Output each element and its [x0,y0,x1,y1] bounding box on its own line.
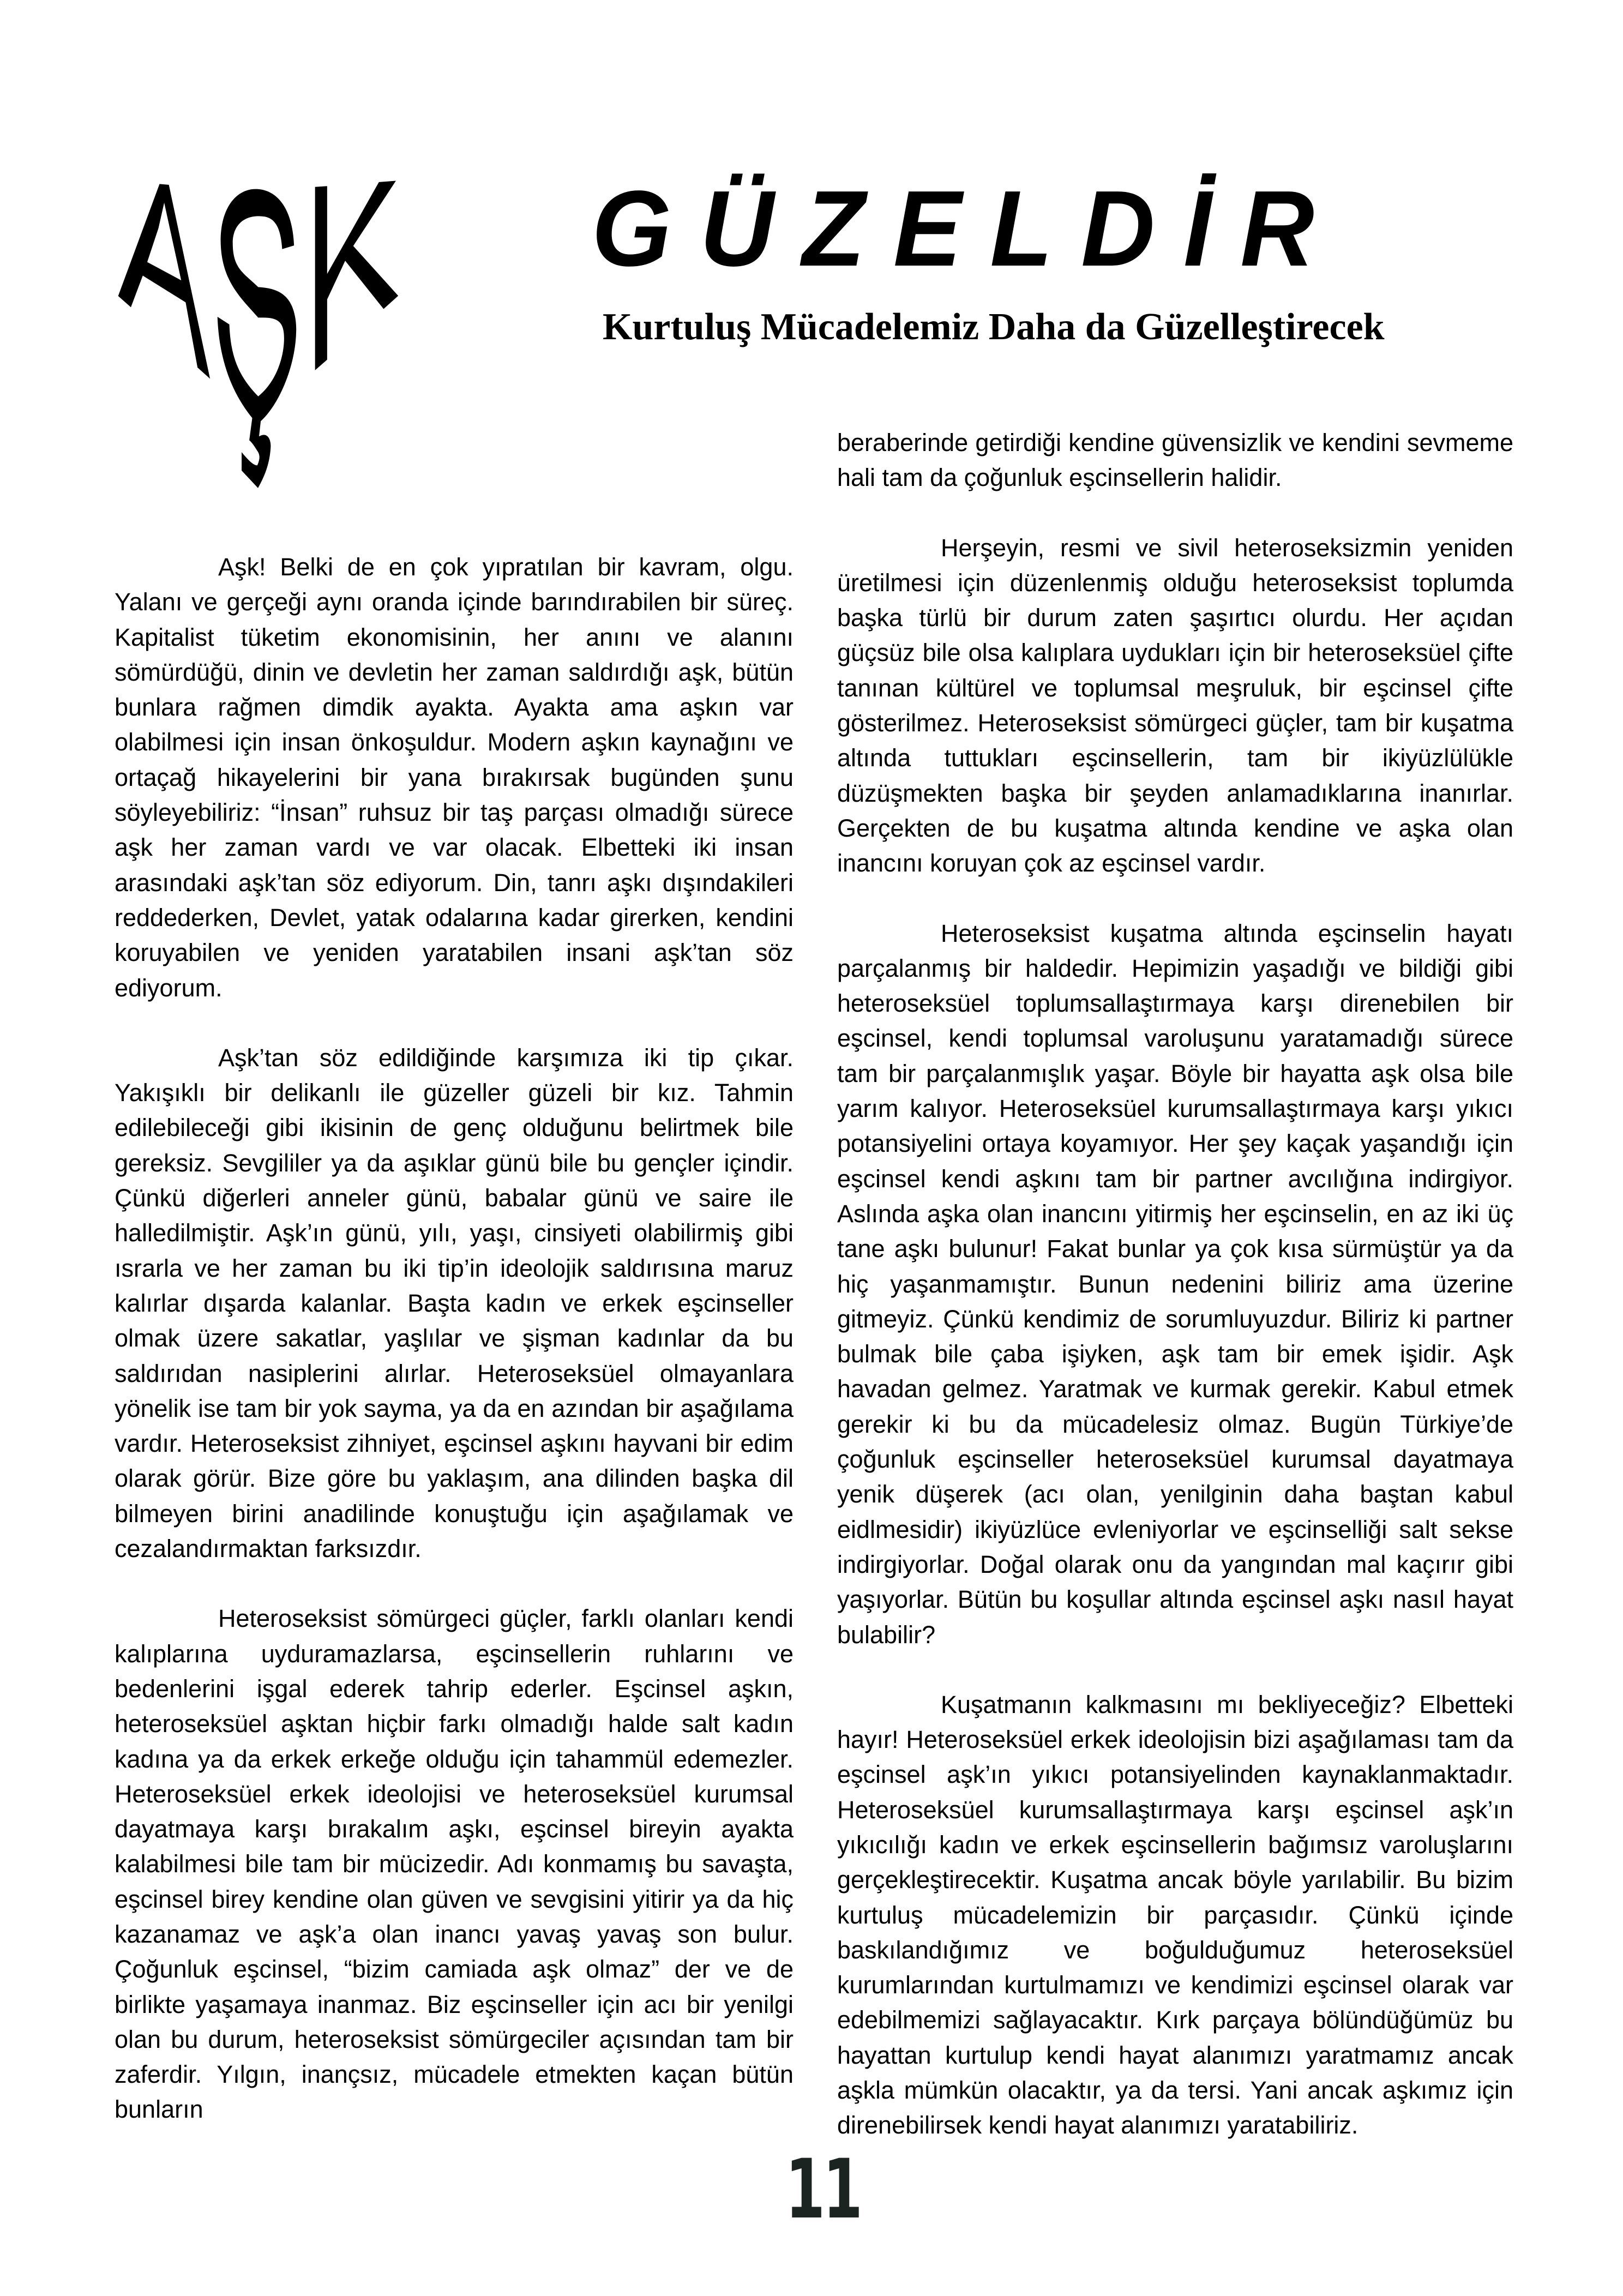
article-column-right [837,425,1513,2178]
paragraph: Herşeyin, resmi ve sivil heteroseksizmin yeniden üretilmesi için düzenlenmiş olduğu heteroseksist toplumda başka türlü bir durum zaten şaşırtıcı olurdu. Her açıdan güçsüz bile olsa kalıplara uydukları için bir heteroseksüel çifte tanınan kültürel ve toplumsal meşruluk, bir eşcinsel çifte gösterilmez. Heteroseksist sömürgeci güçler, tam bir kuşatma altında tuttukları eşcinsellerin, tam bir ikiyüzlülükle düzüşmekten başka bir şeyden anlamadıklarına inanırlar. Gerçekten de bu kuşatma altında kendine ve aşka olan inancını koruyan çok az eşcinsel vardır. [837,533,1513,877]
paragraph: Aşk! Belki de en çok yıpratılan bir kavram, olgu. Yalanı ve gerçeği aynı oranda içinde barındırabilen bir süreç. Kapitalist tüketim ekonomisinin, her anını ve alanını sömürdüğü, dinin ve devletin her zaman saldırdığı aşk, bütün bunlara rağmen dimdik ayakta. Ayakta ama aşkın var olabilmesi için insan önkoşuldur. Modern aşkın kaynağını ve ortaçağ hikayelerini bir yana bırakırsak bugünden şunu söyleyebiliriz: “İnsan” ruhsuz bir taş parçası olmadığı sürece aşk her zaman vardı ve var olacak. Elbetteki iki insan arasındaki aşk’tan söz ediyorum. Din, tanrı aşkı dışındakileri reddederken, Devlet, yatak odalarına kadar girerken, kendini koruyabilen ve yeniden yaratabilen insani aşk’tan söz ediyorum. [115,553,794,1002]
ask-logo [112,150,444,510]
paragraph-continuation: beraberinde getirdiği kendine güvensizlik ve kendini sevmeme hali tam da çoğunluk eşcinsellerin halidir. [837,429,1513,492]
logo-letter-k [315,181,399,370]
page-subtitle: Kurtuluş Mücadelemiz Daha da Güzelleştirecek [603,306,1385,348]
paragraph: Heteroseksist kuşatma altında eşcinselin hayatı parçalanmış bir haldedir. Hepimizin yaşadığı ve bildiği gibi heteroseksüel toplumsallaştırmaya karşı direnebilen bir eşcinsel, kendi toplumsal varoluşunu yaratamadığı sürece tam bir parçalanmışlık yaşar. Böyle bir hayatta aşk olsa bile yarım kalıyor. Heteroseksüel kurumsallaştırmaya karşı yıkıcı potansiyelini ortaya koyamıyor. Her şey kaçak yaşandığı için eşcinsel kendi aşkını tam bir partner avcılığına indirgiyor. Aslında aşka olan inancını yitirmiş her eşcinselin, en az iki üç tane aşkı bulunur! Fakat bunlar ya çok kısa sürmüştür ya da hiç yaşanmamıştır. Bunun nedenini biliriz ama üzerine gitmeyiz. Çünkü kendimiz de sorumluyuzdur. Biliriz ki partner bulmak bile çaba işiyken, aşk tam bir emek işidir. Aşk havadan gelmez. Yaratmak ve kurmak gerekir. Kabul etmek gerekir ki bu da mücadelesiz olmaz. Bugün Türkiye’de çoğunluk eşcinseller heteroseksüel kurumsal dayatmaya yenik düşerek (acı olan, yenilginin daha baştan kabul eidlmesidir) ikiyüzlüce evleniyorlar ve eşcinselliği salt sekse indirgiyorlar. Doğal olarak onu da yangından mal kaçırır gibi yaşıyorlar. Bütün bu koşullar altında eşcinsel aşkı nasıl hayat bulabilir? [837,919,1513,1649]
paragraph: Heteroseksist sömürgeci güçler, farklı olanları kendi kalıplarına uyduramazlarsa, eşcinsellerin ruhlarını ve bedenlerini işgal ederek tahrip ederler. Eşcinsel aşkın, heteroseksüel aşktan hiçbir farkı olmadığı halde salt kadın kadına ya da erkek erkeğe olduğu için tahammül edemezler. Heteroseksüel erkek ideolojisi ve heteroseksüel kurumsal dayatmaya karşı bırakalım aşkı, eşcinsel bireyin ayakta kalabilmesi bile tam bir mücizedir. Adı konmamış bu savaşta, eşcinsel birey kendine olan güven ve sevgisini yitirir ya da hiç kazanamaz ve aşk’a olan inancı yavaş yavaş son bulur. Çoğunluk eşcinsel, “bizim camiada aşk olmaz” der ve de birlikte yaşamaya inanmaz. Biz eşcinseller için acı bir yenilgi olan bu durum, heteroseksist sömürgeciler açısından tam bir zaferdir. Yılgın, inançsız, mücadele etmekten kaçan bütün bunların [115,1604,794,2124]
article-column-left [115,550,794,2162]
paragraph: Kuşatmanın kalkmasını mı bekliyeceğiz? Elbetteki hayır! Heteroseksüel erkek ideolojisin bizi aşağılaması tam da eşcinsel aşk’ın yıkıcı potansiyelinden kaynaklanmaktadır. Heteroseksüel kurumsallaştırmaya karşı eşcinsel aşk’ın yıkıcılığı kadın ve erkek eşcinsellerin bağımsız varoluşlarını gerçekleştirecektir. Kuşatma ancak böyle yarılabilir. Bu bizim kurtuluş mücadelemizin bir parçasıdır. Çünkü içinde baskılandığımız ve boğulduğumuz heteroseksüel kurumlarından kurtulmamızı ve kendimizi eşcinsel olarak var edebilmemizi sağlayacaktır. Kırk parçaya bölündüğümüz bu hayattan kurtulup kendi hayat alanımızı yaratmamız ancak aşkla mümkün olacaktır, ya da tersi. Yani ancak aşkımız için direnebilirsek kendi hayat alanımızı yaratabiliriz. [837,1690,1513,2139]
logo-letter-s-cedilla [218,189,296,488]
page-number: 11 [785,2142,861,2237]
logo-letter-a [118,184,210,378]
page-title: GÜZELDİR [592,168,1343,288]
paragraph: Aşk’tan söz edildiğinde karşımıza iki tip çıkar. Yakışıklı bir delikanlı ile güzeller güzeli bir kız. Tahmin edilebileceği gibi ikisinin de genç olduğunu belirtmek bile gereksiz. Sevgililer ya da aşıklar günü bile bu gençler içindir. Çünkü diğerleri anneler günü, babalar günü ve saire ile halledilmiştir. Aşk’ın günü, yılı, yaşı, cinsiyeti olabilirmiş gibi ısrarla ve her zaman bu iki tip’in ideolojik saldırısına maruz kalırlar dışarda kalanlar. Başta kadın ve erkek eşcinseller olmak üzere sakatlar, yaşlılar ve şişman kadınlar da bu saldırıdan nasiplerini alırlar. Heteroseksüel olmayanlara yönelik ise tam bir yok sayma, ya da en azından bir aşağılama vardır. Heteroseksist zihniyet, eşcinsel aşkını hayvani bir edim olarak görür. Bize göre bu yaklaşım, ana dilinden başka dil bilmeyen birini anadilinde konuştuğu için aşağılamak ve cezalandırmaktan farksızdır. [115,1043,794,1563]
